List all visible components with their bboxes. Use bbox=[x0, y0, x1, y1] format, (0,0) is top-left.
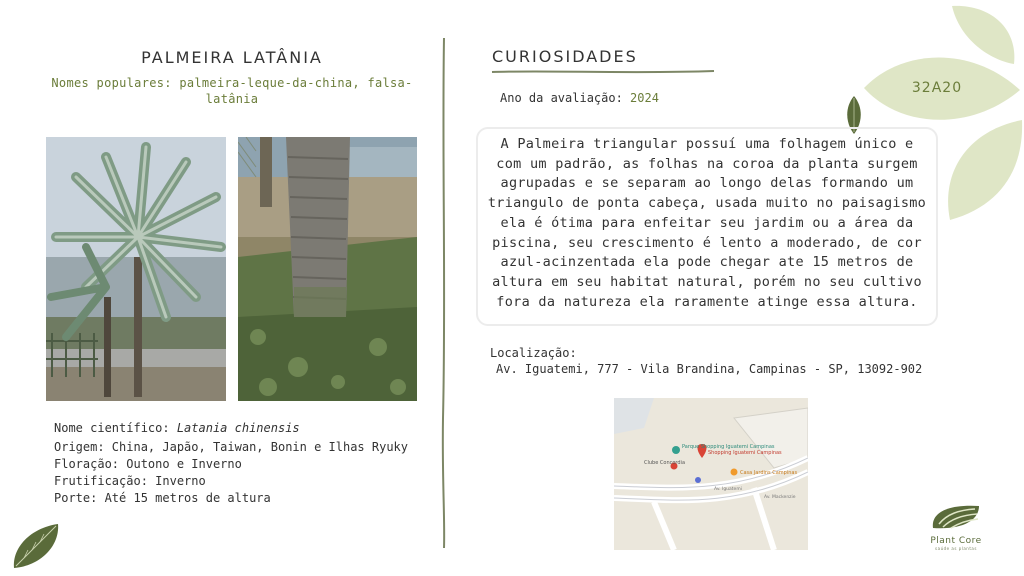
evaluation-year-value: 2024 bbox=[630, 91, 659, 105]
fruiting: Frutificação: Inverno bbox=[54, 474, 206, 488]
size: Porte: Até 15 metros de altura bbox=[54, 491, 271, 505]
brand-tagline: saúde as plantas bbox=[935, 546, 977, 551]
plant-title: PALMEIRA LATÂNIA bbox=[141, 48, 323, 67]
leaf-top-right bbox=[952, 6, 1014, 64]
scientific-name-value: Latania chinensis bbox=[176, 421, 300, 435]
map-pin-orange bbox=[731, 469, 738, 476]
map-label-3: Casa Jardins Campinas bbox=[740, 470, 798, 476]
plant-code: 32A20 bbox=[911, 80, 963, 96]
plant-details bbox=[54, 420, 414, 507]
vertical-divider bbox=[440, 38, 448, 548]
brand-logo bbox=[924, 500, 988, 551]
evaluation-year-label: Ano da avaliação: bbox=[500, 91, 631, 105]
map-pin-blue bbox=[695, 477, 701, 483]
map-pin-teal bbox=[672, 446, 680, 454]
brand-name: Plant Core bbox=[930, 536, 982, 546]
map-road-2: Av. Mackenzie bbox=[764, 495, 796, 500]
location-label: Localização: bbox=[490, 346, 577, 360]
popular-names: Nomes populares: palmeira-leque-da-china, falsa-latânia bbox=[51, 76, 413, 106]
flowering: Floração: Outono e Inverno bbox=[54, 457, 242, 471]
leaf-bottom-right bbox=[948, 120, 1022, 220]
description-text: A Palmeira triangular possuí uma folhagem único e com um padrão, as folhas na coroa da planta surgem agrupadas e se separam ao longo delas formando um triangulo de ponta cabeça, usada muito no paisagismo ela é ótima para enfeitar seu jardim ou a área da piscina, seu crescimento é lento a moderado, de cor azul-acinzentada ela pode chegar ate 15 metros de altura em seu habitat natural, porém no seu cultivo fora da natureza ela raramente atinge essa altura. bbox=[487, 136, 927, 310]
map-label-2: Shopping Iguatemi Campinas bbox=[708, 450, 782, 456]
evaluation-year bbox=[500, 90, 659, 107]
scientific-name-label: Nome científico: bbox=[54, 421, 177, 435]
location-map[interactable] bbox=[614, 398, 808, 550]
palm-crown-photo bbox=[46, 137, 226, 401]
map-label-4: Clube Concordia bbox=[644, 460, 686, 466]
map-label-1: Parque Shopping Iguatemi Campinas bbox=[682, 444, 775, 450]
curiosities-title: CURIOSIDADES bbox=[492, 47, 638, 66]
description-card bbox=[476, 127, 938, 326]
decorative-leaf-bottom-left bbox=[8, 520, 64, 572]
location-address: Av. Iguatemi, 777 - Vila Brandina, Campinas - SP, 13092-902 bbox=[496, 362, 923, 376]
palm-trunk-photo bbox=[238, 137, 417, 401]
scientific-name bbox=[54, 420, 414, 437]
brand-leaf-icon bbox=[929, 500, 983, 532]
map-road-1: Av. Iguatemi bbox=[714, 487, 742, 492]
origin: Origem: China, Japão, Taiwan, Bonin e Ilhas Ryuky bbox=[54, 440, 409, 454]
title-underline bbox=[490, 68, 716, 76]
map-graphic bbox=[614, 398, 808, 550]
